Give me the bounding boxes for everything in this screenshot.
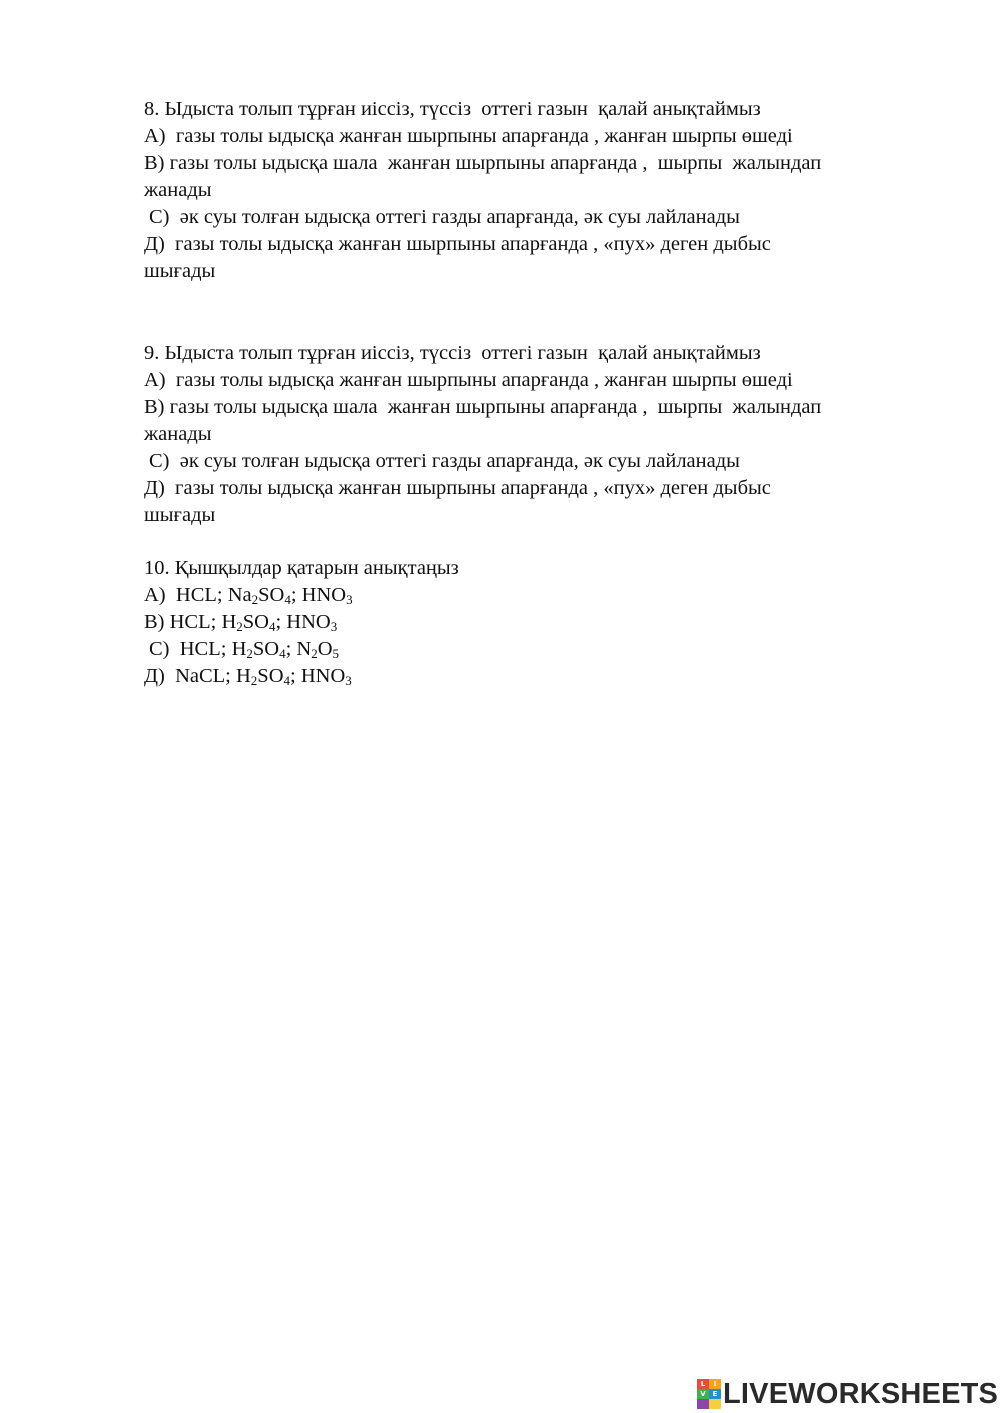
formula-part: NaCL; H xyxy=(175,665,251,687)
option-d-continued: шығады xyxy=(144,504,216,526)
question-title: 9. Ыдыста толып тұрған иіссіз, түссіз оттегі газын қалай анықтаймыз xyxy=(144,342,761,364)
formula-part: HCL; H xyxy=(169,611,237,633)
question-10 xyxy=(144,555,944,690)
question-title: 8. Ыдыста толып тұрған иіссіз, түссіз оттегі газын қалай анықтаймыз xyxy=(144,98,761,120)
formula-part: ; HNO xyxy=(290,584,347,606)
option-label: А) xyxy=(144,584,176,606)
option-d-continued: шығады xyxy=(144,260,216,282)
subscript: 2 xyxy=(251,592,259,607)
subscript: 2 xyxy=(311,646,318,661)
brand-name: LIVEWORKSHEETS xyxy=(723,1378,999,1410)
logo-tile xyxy=(697,1399,709,1409)
option-c xyxy=(144,636,944,663)
option-c: С) әк суы толған ыдысқа оттегі газды апарғанда, әк суы лайланады xyxy=(149,206,740,228)
logo-tile: L xyxy=(697,1379,709,1389)
formula-part: SO xyxy=(257,665,284,687)
question-9 xyxy=(144,340,944,529)
formula-part: SO xyxy=(242,611,269,633)
option-a: А) газы толы ыдысқа жанған шырпыны апарғанда , жанған шырпы өшеді xyxy=(144,125,793,147)
option-a xyxy=(144,582,944,609)
subscript: 3 xyxy=(346,592,353,607)
formula-part: ; HNO xyxy=(290,665,346,687)
option-b-continued: жанады xyxy=(144,179,212,201)
option-b: В) газы толы ыдысқа шала жанған шырпыны апарғанда , шырпы жалындап xyxy=(144,396,822,418)
subscript: 4 xyxy=(279,646,286,661)
question-title: 10. Қышқылдар қатарын анықтаңыз xyxy=(144,557,459,579)
logo-tile: I xyxy=(709,1379,721,1389)
option-b-continued: жанады xyxy=(144,423,212,445)
formula-part: SO xyxy=(258,584,285,606)
option-c: С) әк суы толған ыдысқа оттегі газды апарғанда, әк суы лайланады xyxy=(149,450,740,472)
option-a: А) газы толы ыдысқа жанған шырпыны апарғанда , жанған шырпы өшеді xyxy=(144,369,793,391)
subscript: 2 xyxy=(246,646,253,661)
option-b xyxy=(144,609,944,636)
subscript: 4 xyxy=(283,673,291,688)
logo-tile xyxy=(709,1399,721,1409)
formula-part: HCL; H xyxy=(179,638,247,660)
subscript: 3 xyxy=(345,673,352,688)
option-label: В) xyxy=(144,611,170,633)
formula-part: ; HNO xyxy=(275,611,331,633)
subscript: 2 xyxy=(250,673,258,688)
option-b: В) газы толы ыдысқа шала жанған шырпыны апарғанда , шырпы жалындап xyxy=(144,152,822,174)
question-8 xyxy=(144,96,944,285)
option-d: Д) газы толы ыдысқа жанған шырпыны апарғанда , «пух» деген дыбыс xyxy=(144,233,771,255)
subscript: 3 xyxy=(330,619,338,634)
formula-part: HCL; Na xyxy=(175,584,252,606)
option-d: Д) газы толы ыдысқа жанған шырпыны апарғанда , «пух» деген дыбыс xyxy=(144,477,771,499)
subscript: 4 xyxy=(284,592,291,607)
option-d xyxy=(144,663,944,690)
logo-tile: V xyxy=(697,1389,709,1399)
formula-part: O xyxy=(317,638,333,660)
subscript: 4 xyxy=(268,619,276,634)
formula-part: SO xyxy=(252,638,280,660)
subscript: 2 xyxy=(236,619,243,634)
logo-tile: E xyxy=(709,1389,721,1399)
option-label: Д) xyxy=(144,665,176,687)
liveworksheets-brand[interactable] xyxy=(697,1376,998,1412)
subscript: 5 xyxy=(332,646,340,661)
option-label: С) xyxy=(149,638,180,660)
formula-part: ; N xyxy=(285,638,312,660)
liveworksheets-logo-icon xyxy=(697,1379,721,1409)
